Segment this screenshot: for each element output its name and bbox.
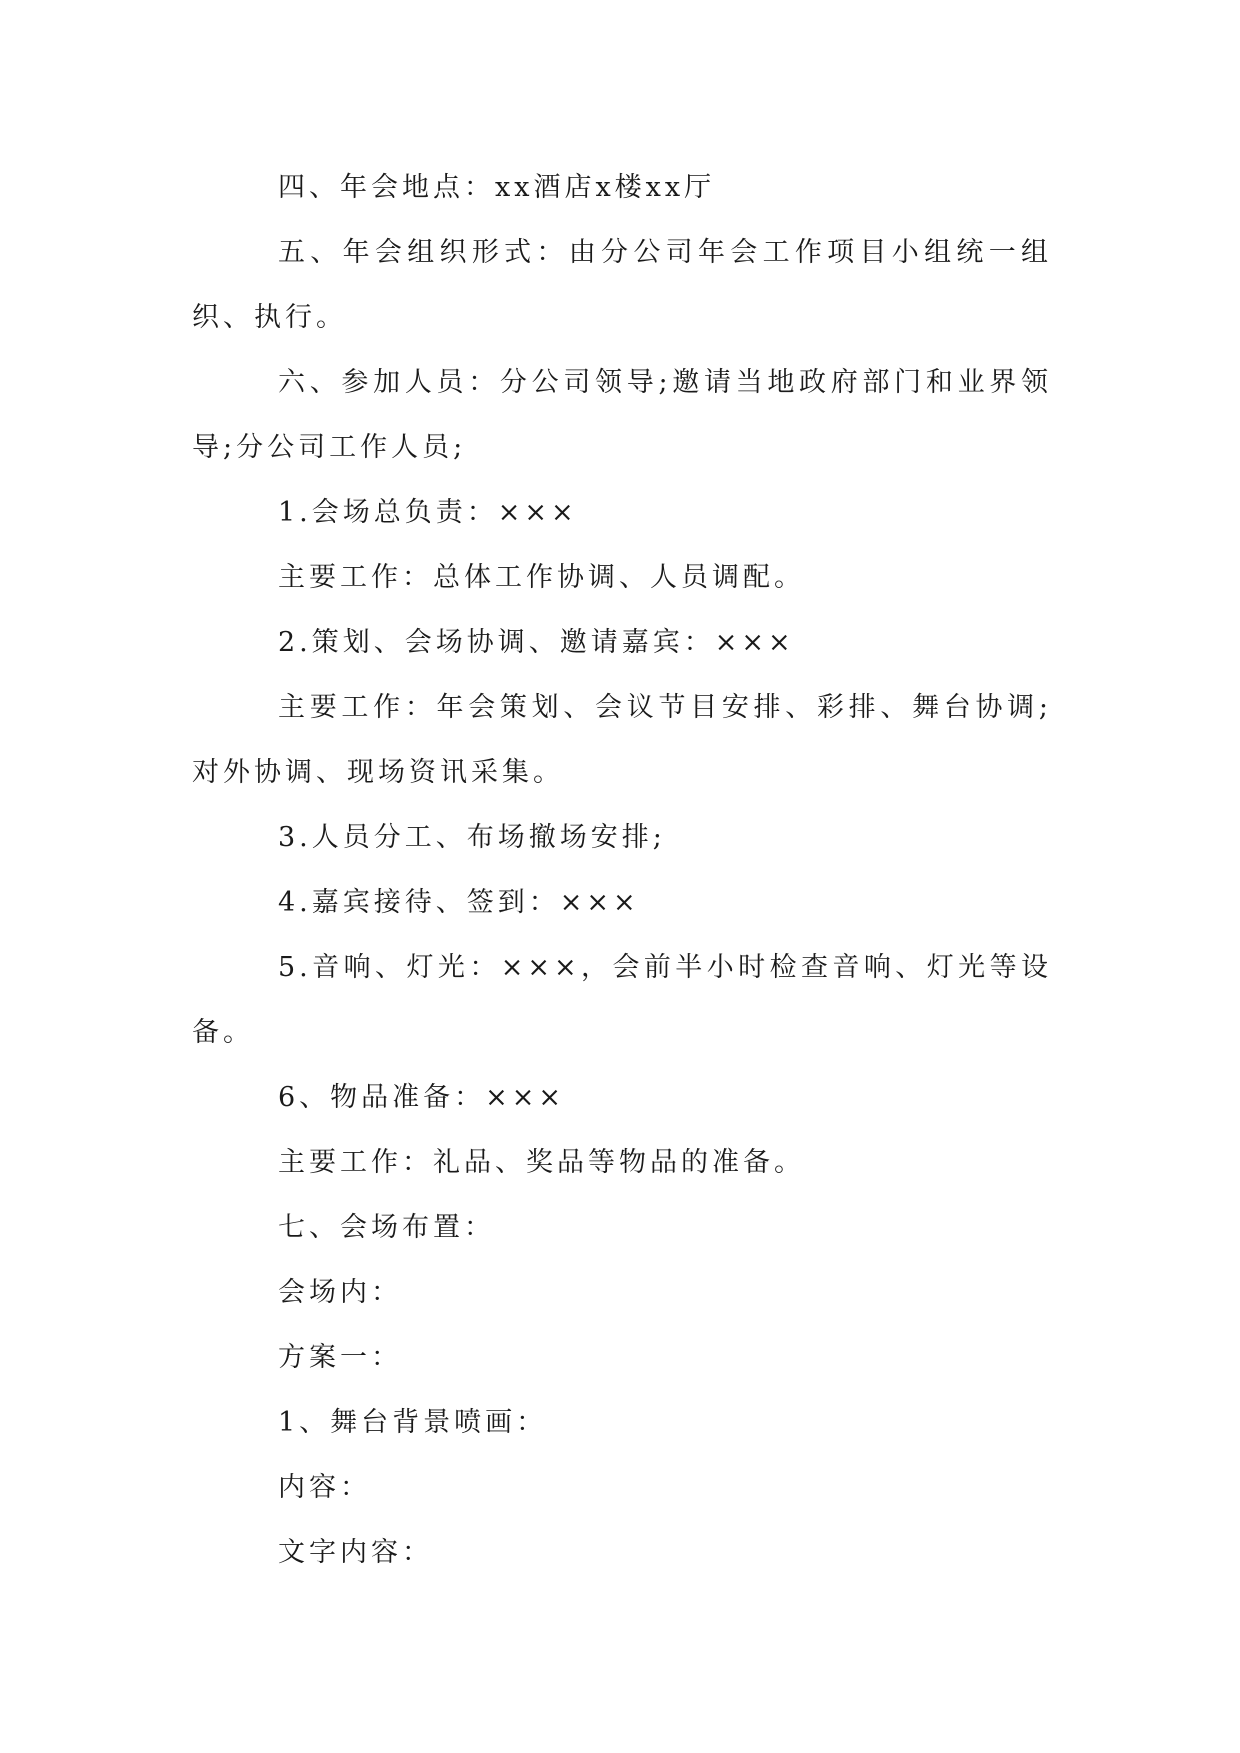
paragraph-staffing: 3.人员分工、布场撤场安排; — [278, 822, 666, 853]
paragraph-participants: 六、参加人员：分公司领导;邀请当地政府部门和业界领导;分公司工作人员; — [192, 367, 1052, 463]
document-body — [192, 155, 1052, 1585]
paragraph-planning: 2.策划、会场协调、邀请嘉宾：××× — [278, 627, 795, 658]
paragraph-plan-one: 方案一： — [278, 1342, 402, 1373]
paragraph-content: 内容： — [278, 1472, 371, 1503]
paragraph-venue-lead: 1.会场总负责：××× — [278, 497, 578, 528]
paragraph-venue-lead-duties: 主要工作：总体工作协调、人员调配。 — [278, 562, 805, 593]
paragraph-supplies-duties: 主要工作：礼品、奖品等物品的准备。 — [278, 1147, 805, 1178]
paragraph-venue-layout: 七、会场布置： — [278, 1212, 495, 1243]
paragraph-supplies: 6、物品准备：××× — [278, 1082, 566, 1113]
paragraph-organization-form: 五、年会组织形式：由分公司年会工作项目小组统一组织、执行。 — [192, 237, 1052, 333]
paragraph-reception: 4.嘉宾接待、签到：××× — [278, 887, 640, 918]
paragraph-audio-lighting: 5.音响、灯光：×××，会前半小时检查音响、灯光等设备。 — [192, 952, 1052, 1048]
paragraph-venue: 四、年会地点：xx酒店x楼xx厅 — [278, 172, 716, 203]
paragraph-inside-venue: 会场内： — [278, 1277, 402, 1308]
paragraph-stage-backdrop: 1、舞台背景喷画： — [278, 1407, 548, 1438]
paragraph-planning-duties: 主要工作：年会策划、会议节目安排、彩排、舞台协调;对外协调、现场资讯采集。 — [192, 692, 1052, 788]
paragraph-text-content: 文字内容： — [278, 1537, 433, 1568]
